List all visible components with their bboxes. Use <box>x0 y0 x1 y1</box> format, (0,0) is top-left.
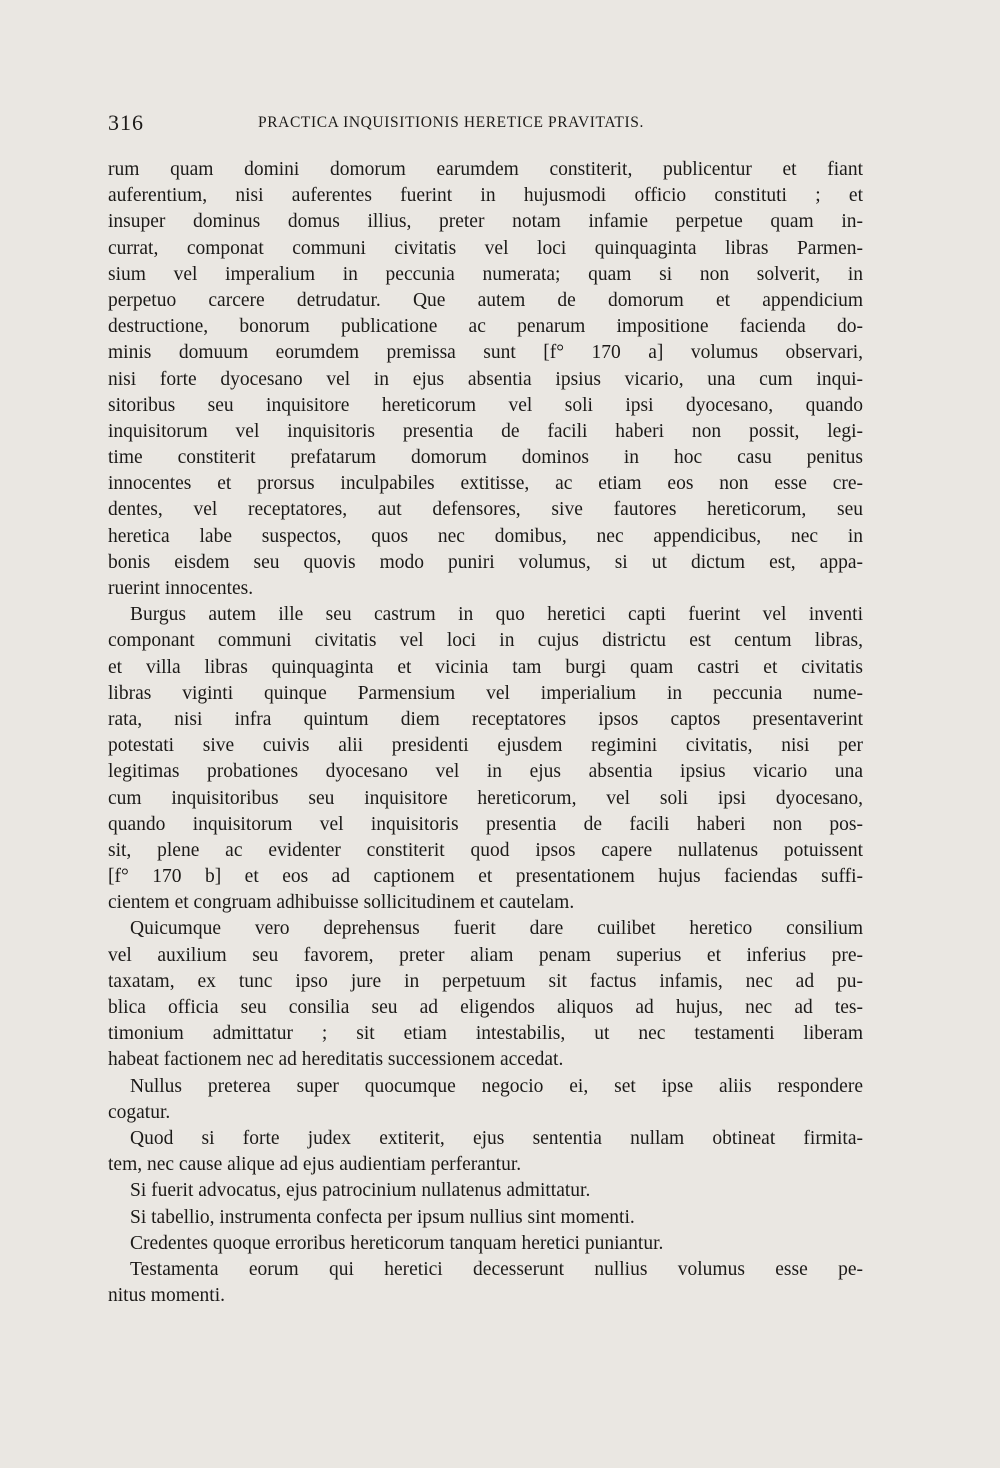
text-line: perpetuo carcere detrudatur. Que autem de domorum et appendicium <box>108 289 863 311</box>
running-head <box>108 110 868 140</box>
text-line: libras viginti quinque Parmensium vel imperialium in peccunia nume- <box>108 682 863 704</box>
text-line: cogatur. <box>108 1101 171 1123</box>
text-line: Burgus autem ille seu castrum in quo heretici capti fuerint vel inventi <box>130 604 863 626</box>
text-line: sium vel imperalium in peccunia numerata; quam si non solverit, in <box>108 263 863 285</box>
text-line: currat, componat communi civitatis vel loci quinquaginta libras Parmen- <box>108 237 863 259</box>
text-line: quando inquisitorum vel inquisitoris presentia de facili haberi non pos- <box>108 813 863 835</box>
text-line: ruerint innocentes. <box>108 578 254 599</box>
text-line: blica officia seu consilia seu ad eligendos aliquos ad hujus, nec ad tes- <box>108 997 863 1018</box>
text-line: destructione, bonorum publicatione ac penarum impositione facienda do- <box>108 316 863 338</box>
text-line: componant communi civitatis vel loci in cujus districtu est centum libras, <box>108 630 863 652</box>
body-text <box>108 157 863 1309</box>
running-title: PRACTICA INQUISITIONIS HERETICE PRAVITATIS. <box>258 114 644 131</box>
text-line: rata, nisi infra quintum diem receptatores ipsos captos presentaverint <box>108 708 863 730</box>
text-line: [f° 170 b] et eos ad captionem et presentationem hujus faciendas suffi- <box>108 866 863 888</box>
text-line: Quicumque vero deprehensus fuerit dare cuilibet heretico consilium <box>130 918 863 940</box>
text-line: timonium admittatur ; sit etiam intestabilis, ut nec testamenti liberam <box>108 1023 863 1045</box>
text-line: rum quam domini domorum earumdem constiterit, publicentur et fiant <box>108 159 863 180</box>
text-line: Nullus preterea super quocumque negocio ei, set ipse aliis respondere <box>130 1075 863 1097</box>
page-number: 316 <box>108 110 144 135</box>
text-line: bonis eisdem seu quovis modo puniri volumus, si ut dictum est, appa- <box>108 551 863 573</box>
text-line: dentes, vel receptatores, aut defensores, sive fautores hereticorum, seu <box>108 499 863 521</box>
text-line: auferentium, nisi auferentes fuerint in hujusmodi officio constituti ; et <box>108 185 863 207</box>
text-line: vel auxilium seu favorem, preter aliam penam superius et inferius pre- <box>108 944 863 966</box>
text-line: taxatam, ex tunc ipso jure in perpetuum sit factus infamis, nec ad pu- <box>108 970 863 992</box>
text-line: cum inquisitoribus seu inquisitore hereticorum, vel soli ipsi dyocesano, <box>108 787 863 809</box>
text-line: sit, plene ac evidenter constiterit quod ipsos capere nullatenus potuissent <box>108 839 863 861</box>
text-line: Testamenta eorum qui heretici decesserunt nullius volumus esse pe- <box>130 1258 863 1280</box>
text-line: nitus momenti. <box>108 1285 225 1307</box>
text-line: potestati sive cuivis alii presidenti ejusdem regimini civitatis, nisi per <box>108 735 863 757</box>
text-line: heretica labe suspectos, quos nec domibus, nec appendicibus, nec in <box>108 525 863 547</box>
text-line: Credentes quoque erroribus hereticorum tanquam heretici puniantur. <box>130 1232 664 1254</box>
text-line: habeat factionem nec ad hereditatis successionem accedat. <box>108 1049 564 1071</box>
text-line: tem, nec cause alique ad ejus audientiam perferantur. <box>108 1154 522 1176</box>
text-line: time constiterit prefatarum domorum dominos in hoc casu penitus <box>108 447 863 469</box>
text-line: et villa libras quinquaginta et vicinia tam burgi quam castri et civitatis <box>108 656 863 678</box>
text-line: legitimas probationes dyocesano vel in ejus absentia ipsius vicario una <box>108 761 863 783</box>
text-line: cientem et congruam adhibuisse sollicitudinem et cautelam. <box>108 892 575 914</box>
text-line: Quod si forte judex extiterit, ejus sententia nullam obtineat firmita- <box>130 1127 863 1149</box>
text-line: minis domuum eorumdem premissa sunt [f° 170 a] volumus observari, <box>108 342 863 364</box>
text-line: sitoribus seu inquisitore hereticorum vel soli ipsi dyocesano, quando <box>108 394 863 416</box>
text-line: Si tabellio, instrumenta confecta per ipsum nullius sint momenti. <box>130 1206 635 1228</box>
text-line: insuper dominus domus illius, preter notam infamie perpetue quam in- <box>108 211 863 233</box>
text-line: innocentes et prorsus inculpabiles extitisse, ac etiam eos non esse cre- <box>108 473 863 495</box>
text-line: inquisitorum vel inquisitoris presentia de facili haberi non possit, legi- <box>108 420 863 442</box>
text-line: nisi forte dyocesano vel in ejus absentia ipsius vicario, una cum inqui- <box>108 368 863 390</box>
text-line: Si fuerit advocatus, ejus patrocinium nullatenus admittatur. <box>130 1180 591 1202</box>
